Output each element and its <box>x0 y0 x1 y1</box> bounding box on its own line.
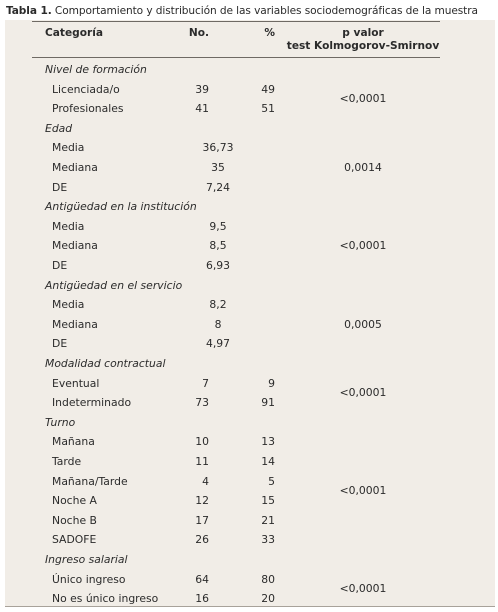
count-cell: 16 <box>195 592 209 606</box>
table-body <box>5 20 495 607</box>
table-row <box>5 80 495 100</box>
category-label: Mañana <box>52 435 95 449</box>
percent-cell: 51 <box>261 102 275 116</box>
count-cell: 64 <box>195 572 209 586</box>
category-label: Media <box>52 298 85 312</box>
percent-cell: 14 <box>261 455 275 468</box>
percent-cell: 91 <box>261 396 275 410</box>
category-label: DE <box>52 259 68 272</box>
count-cell: 4 <box>202 474 209 488</box>
table-caption <box>6 3 496 19</box>
table-row <box>5 452 495 472</box>
section-title: Modalidad contractual <box>45 357 166 370</box>
statistic-value: 8,2 <box>209 298 227 312</box>
section-title: Antigüedad en el servicio <box>45 278 183 292</box>
category-label: Indeterminado <box>52 396 132 410</box>
table-row <box>5 236 495 256</box>
category-label: Media <box>52 141 85 155</box>
category-label: DE <box>52 337 68 351</box>
section-row <box>5 60 495 80</box>
table-row <box>5 432 495 452</box>
header-pvalue-line1: p valor <box>342 27 384 39</box>
header-categoria: Categoría <box>45 27 104 39</box>
count-cell: 17 <box>195 513 209 527</box>
statistic-value: 8,5 <box>209 239 227 253</box>
category-label: Mediana <box>52 161 98 174</box>
section-row <box>5 197 495 217</box>
category-label: DE <box>52 180 68 194</box>
section-title: Edad <box>45 121 73 135</box>
percent-cell: 9 <box>268 376 275 390</box>
table-row <box>5 178 495 198</box>
category-label: Mediana <box>52 317 98 331</box>
table-row <box>5 217 495 237</box>
percent-cell: 33 <box>261 533 275 547</box>
percent-cell: 13 <box>261 435 275 449</box>
table-row <box>5 138 495 158</box>
count-cell: 39 <box>195 82 209 96</box>
section-row <box>5 413 495 433</box>
statistic-value: 7,24 <box>205 180 231 194</box>
table-panel <box>5 20 495 607</box>
category-label: Noche A <box>52 494 97 508</box>
p-value: <0,0001 <box>339 386 387 400</box>
section-row <box>5 276 495 296</box>
p-value: <0,0001 <box>339 582 387 596</box>
category-label: SADOFE <box>52 533 97 547</box>
category-label: Noche B <box>52 513 97 527</box>
percent-cell: 49 <box>261 82 275 96</box>
category-label: Eventual <box>52 376 100 390</box>
percent-cell: 5 <box>268 474 275 488</box>
table-row <box>5 472 495 492</box>
p-value: <0,0001 <box>339 484 387 498</box>
statistic-value: 36,73 <box>202 141 234 155</box>
section-title: Turno <box>45 415 76 429</box>
statistic-value: 35 <box>211 161 225 174</box>
section-row <box>5 354 495 374</box>
count-cell: 7 <box>202 376 209 390</box>
section-title: Antigüedad en la institución <box>45 200 197 214</box>
p-value: 0,0014 <box>344 160 382 174</box>
p-value: <0,0001 <box>339 239 387 253</box>
section-title: Nivel de formación <box>45 63 147 76</box>
table-title: Comportamiento y distribución de las variables sociodemográficas de la muestra <box>51 5 478 17</box>
header-pct: % <box>264 27 275 39</box>
statistic-value: 9,5 <box>209 219 227 233</box>
table-row <box>5 256 495 276</box>
count-cell: 73 <box>195 396 209 410</box>
header-pvalue-line2: test Kolmogorov-Smirnov <box>286 40 440 52</box>
percent-cell: 15 <box>261 494 275 508</box>
section-title: Ingreso salarial <box>45 553 128 566</box>
section-row <box>5 119 495 139</box>
category-label: Mediana <box>52 239 98 253</box>
table-row <box>5 511 495 531</box>
table-row <box>5 315 495 335</box>
table-row <box>5 158 495 178</box>
statistic-value: 8 <box>214 317 222 331</box>
table-row <box>5 295 495 315</box>
category-label: Mañana/Tarde <box>52 474 128 488</box>
table-row <box>5 530 495 550</box>
table-row <box>5 334 495 354</box>
category-label: Media <box>52 219 85 233</box>
percent-cell: 21 <box>261 513 275 527</box>
count-cell: 26 <box>195 533 209 547</box>
table-row <box>5 570 495 590</box>
statistic-value: 4,97 <box>205 337 231 351</box>
percent-cell: 80 <box>261 572 275 586</box>
count-cell: 11 <box>195 455 209 468</box>
table-label: Tabla 1. <box>6 5 52 17</box>
statistic-value: 6,93 <box>205 259 231 272</box>
p-value: <0,0001 <box>339 92 387 106</box>
category-label: Único ingreso <box>52 572 126 586</box>
category-label: Tarde <box>52 455 82 468</box>
category-label: Licenciada/o <box>52 82 120 96</box>
header-no: No. <box>188 27 209 39</box>
p-value: 0,0005 <box>344 317 382 331</box>
table-row <box>5 589 495 609</box>
table-row <box>5 491 495 511</box>
count-cell: 10 <box>195 435 209 449</box>
percent-cell: 20 <box>261 592 275 606</box>
table-row <box>5 374 495 394</box>
table-row <box>5 99 495 119</box>
table-row <box>5 393 495 413</box>
count-cell: 41 <box>195 102 209 116</box>
count-cell: 12 <box>195 494 209 508</box>
category-label: No es único ingreso <box>52 592 159 606</box>
category-label: Profesionales <box>52 102 124 116</box>
section-row <box>5 550 495 570</box>
